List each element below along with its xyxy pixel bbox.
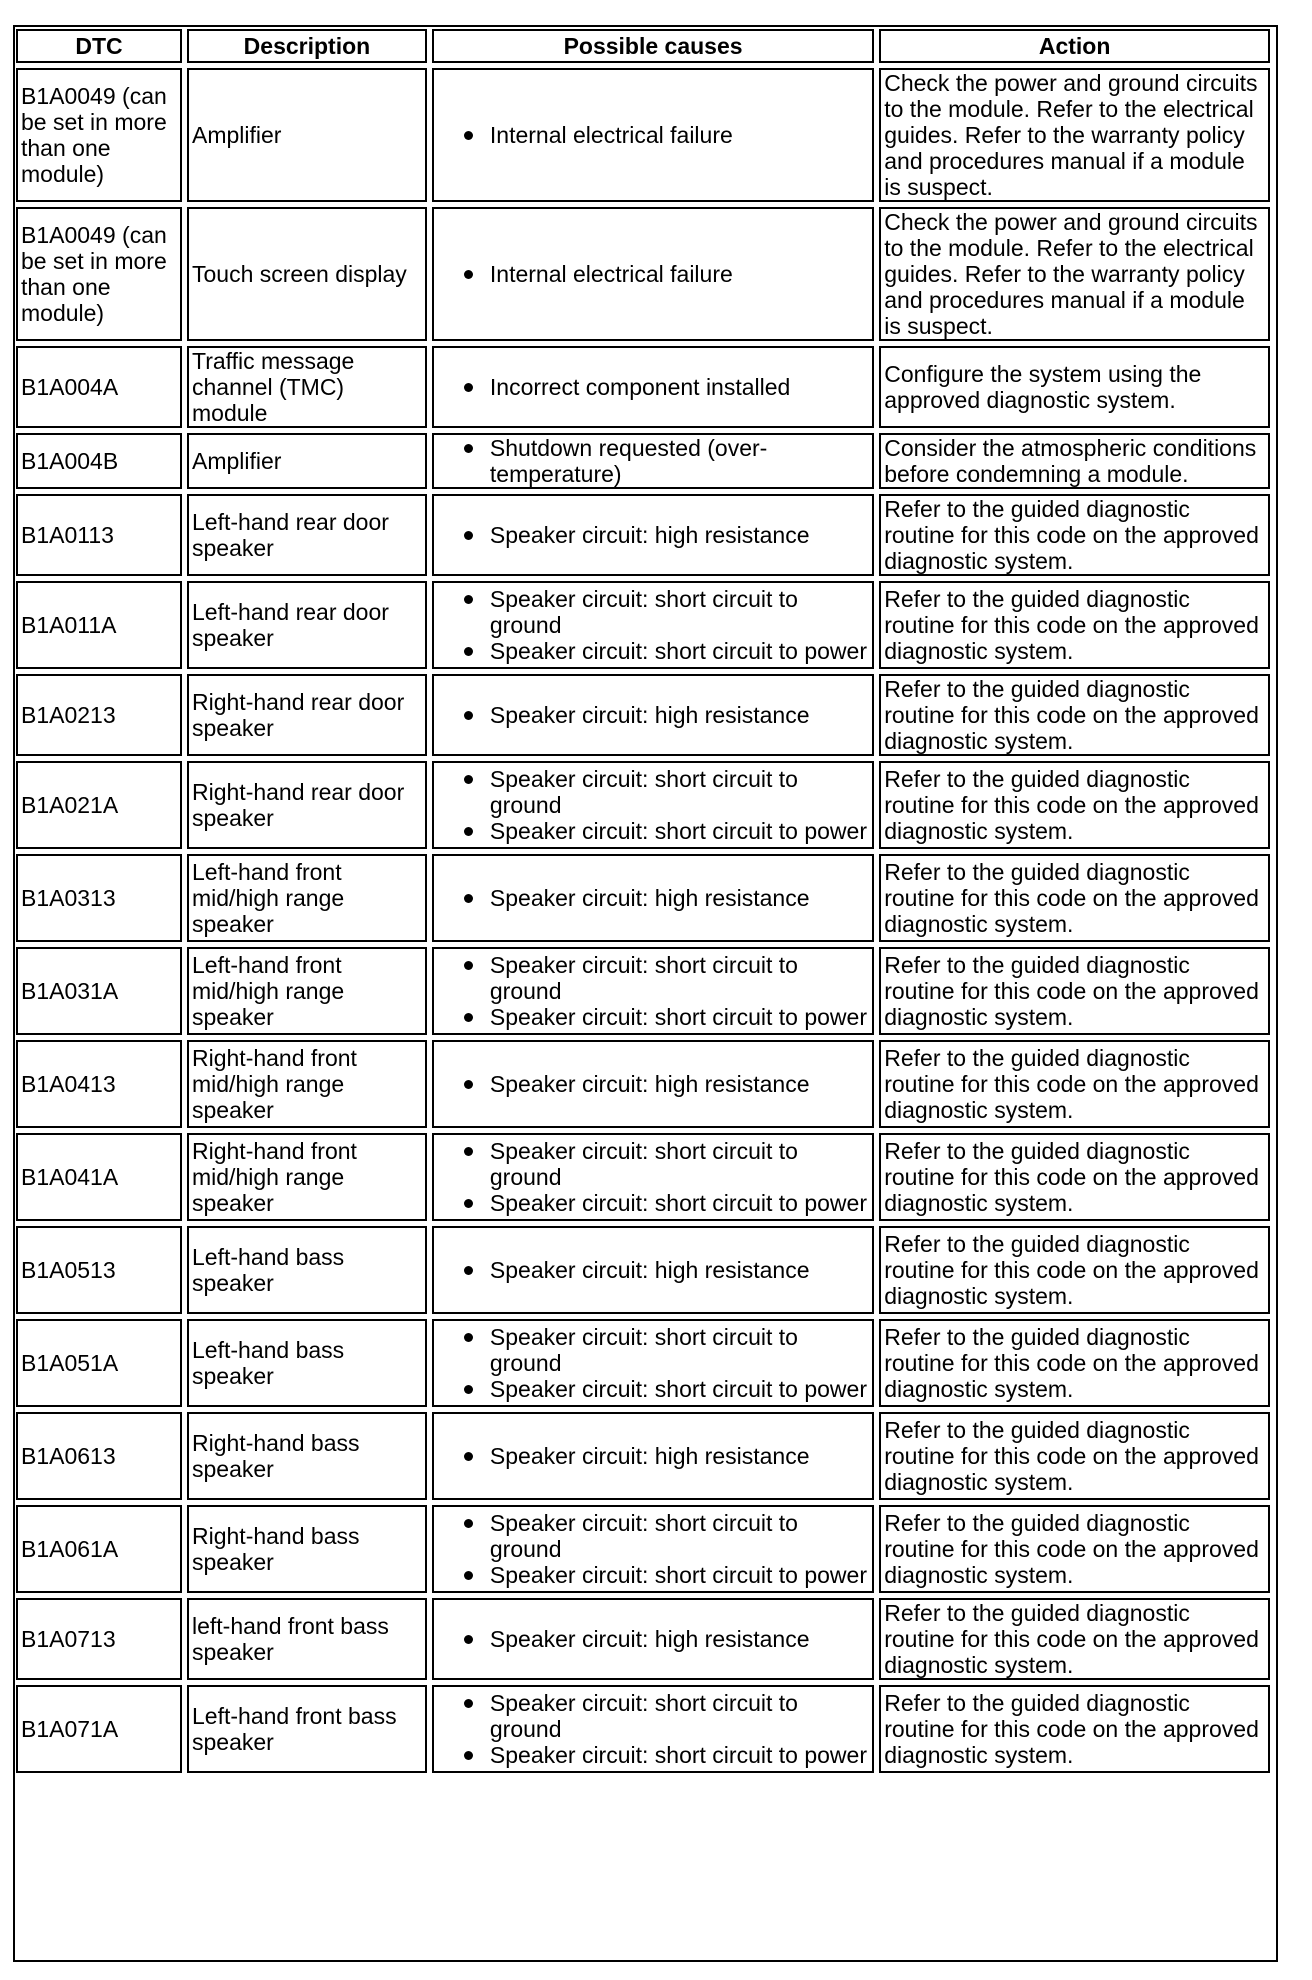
action-cell: Refer to the guided diagnostic routine for this code on the approved diagnostic system. bbox=[879, 761, 1270, 849]
action-cell: Refer to the guided diagnostic routine for this code on the approved diagnostic system. bbox=[879, 1412, 1270, 1500]
cause-list-item: Speaker circuit: short circuit to power bbox=[460, 1742, 869, 1768]
dtc-code-cell: B1A004A bbox=[16, 346, 182, 428]
action-cell: Check the power and ground circuits to the module. Refer to the electrical guides. Refer to the warranty policy and procedures manual if a module is suspect. bbox=[879, 68, 1270, 202]
action-cell: Refer to the guided diagnostic routine for this code on the approved diagnostic system. bbox=[879, 581, 1270, 669]
causes-list bbox=[460, 885, 869, 911]
table-row bbox=[16, 1412, 1270, 1500]
description-cell: Right-hand rear door speaker bbox=[187, 761, 427, 849]
cause-list-item: Speaker circuit: short circuit to power bbox=[460, 818, 869, 844]
action-cell: Refer to the guided diagnostic routine for this code on the approved diagnostic system. bbox=[879, 494, 1270, 576]
action-cell: Refer to the guided diagnostic routine for this code on the approved diagnostic system. bbox=[879, 1598, 1270, 1680]
possible-causes-cell bbox=[432, 68, 874, 202]
possible-causes-cell bbox=[432, 947, 874, 1035]
cause-list-item: Internal electrical failure bbox=[460, 122, 869, 148]
dtc-code-cell: B1A0049 (can be set in more than one module) bbox=[16, 207, 182, 341]
cause-list-item: Speaker circuit: short circuit to power bbox=[460, 1376, 869, 1402]
description-cell: Left-hand bass speaker bbox=[187, 1319, 427, 1407]
dtc-code-cell: B1A061A bbox=[16, 1505, 182, 1593]
table-row bbox=[16, 1040, 1270, 1128]
action-cell: Refer to the guided diagnostic routine for this code on the approved diagnostic system. bbox=[879, 674, 1270, 756]
causes-list bbox=[460, 435, 869, 487]
table-row bbox=[16, 947, 1270, 1035]
table-row bbox=[16, 581, 1270, 669]
action-cell: Configure the system using the approved diagnostic system. bbox=[879, 346, 1270, 428]
causes-list bbox=[460, 952, 869, 1030]
dtc-code-cell: B1A0413 bbox=[16, 1040, 182, 1128]
causes-list bbox=[460, 766, 869, 844]
cause-list-item: Speaker circuit: short circuit to ground bbox=[460, 1510, 869, 1562]
possible-causes-cell bbox=[432, 1319, 874, 1407]
dtc-code-cell: B1A011A bbox=[16, 581, 182, 669]
table-row bbox=[16, 1319, 1270, 1407]
possible-causes-cell bbox=[432, 207, 874, 341]
causes-list bbox=[460, 522, 869, 548]
description-cell: Right-hand bass speaker bbox=[187, 1412, 427, 1500]
description-cell: Left-hand rear door speaker bbox=[187, 494, 427, 576]
dtc-code-cell: B1A051A bbox=[16, 1319, 182, 1407]
description-cell: Amplifier bbox=[187, 68, 427, 202]
dtc-code-cell: B1A0713 bbox=[16, 1598, 182, 1680]
causes-list bbox=[460, 1138, 869, 1216]
description-cell: Left-hand front mid/high range speaker bbox=[187, 854, 427, 942]
possible-causes-cell bbox=[432, 1598, 874, 1680]
description-cell: Right-hand bass speaker bbox=[187, 1505, 427, 1593]
action-cell: Refer to the guided diagnostic routine for this code on the approved diagnostic system. bbox=[879, 854, 1270, 942]
table-row bbox=[16, 1685, 1270, 1773]
table-row bbox=[16, 761, 1270, 849]
action-cell: Consider the atmospheric conditions before condemning a module. bbox=[879, 433, 1270, 489]
causes-list bbox=[460, 261, 869, 287]
description-cell: Right-hand front mid/high range speaker bbox=[187, 1133, 427, 1221]
possible-causes-cell bbox=[432, 1505, 874, 1593]
cause-list-item: Speaker circuit: high resistance bbox=[460, 522, 869, 548]
causes-list bbox=[460, 1690, 869, 1768]
cause-list-item: Speaker circuit: short circuit to ground bbox=[460, 586, 869, 638]
cause-list-item: Incorrect component installed bbox=[460, 374, 869, 400]
cause-list-item: Speaker circuit: short circuit to ground bbox=[460, 1324, 869, 1376]
dtc-code-cell: B1A0613 bbox=[16, 1412, 182, 1500]
description-cell: Right-hand front mid/high range speaker bbox=[187, 1040, 427, 1128]
table-row bbox=[16, 494, 1270, 576]
cause-list-item: Speaker circuit: short circuit to ground bbox=[460, 1690, 869, 1742]
table-row bbox=[16, 674, 1270, 756]
action-cell: Check the power and ground circuits to the module. Refer to the electrical guides. Refer to the warranty policy and procedures manual if a module is suspect. bbox=[879, 207, 1270, 341]
possible-causes-cell bbox=[432, 346, 874, 428]
causes-list bbox=[460, 122, 869, 148]
possible-causes-cell bbox=[432, 761, 874, 849]
dtc-code-cell: B1A031A bbox=[16, 947, 182, 1035]
description-cell: Left-hand bass speaker bbox=[187, 1226, 427, 1314]
table-row bbox=[16, 433, 1270, 489]
possible-causes-cell bbox=[432, 674, 874, 756]
dtc-code-cell: B1A0049 (can be set in more than one module) bbox=[16, 68, 182, 202]
description-cell: Touch screen display bbox=[187, 207, 427, 341]
table-body bbox=[16, 68, 1270, 1773]
causes-list bbox=[460, 1257, 869, 1283]
action-cell: Refer to the guided diagnostic routine for this code on the approved diagnostic system. bbox=[879, 1319, 1270, 1407]
table-row bbox=[16, 1226, 1270, 1314]
dtc-code-cell: B1A021A bbox=[16, 761, 182, 849]
causes-list bbox=[460, 1626, 869, 1652]
cause-list-item: Speaker circuit: high resistance bbox=[460, 1257, 869, 1283]
cause-list-item: Speaker circuit: high resistance bbox=[460, 702, 869, 728]
possible-causes-cell bbox=[432, 1226, 874, 1314]
table-row bbox=[16, 854, 1270, 942]
dtc-code-cell: B1A071A bbox=[16, 1685, 182, 1773]
action-cell: Refer to the guided diagnostic routine for this code on the approved diagnostic system. bbox=[879, 1040, 1270, 1128]
description-cell: Left-hand front bass speaker bbox=[187, 1685, 427, 1773]
dtc-code-cell: B1A0513 bbox=[16, 1226, 182, 1314]
cause-list-item: Speaker circuit: high resistance bbox=[460, 1626, 869, 1652]
possible-causes-cell bbox=[432, 1412, 874, 1500]
header-row bbox=[16, 29, 1270, 63]
dtc-code-cell: B1A004B bbox=[16, 433, 182, 489]
possible-causes-cell bbox=[432, 1133, 874, 1221]
dtc-code-cell: B1A041A bbox=[16, 1133, 182, 1221]
causes-list bbox=[460, 1071, 869, 1097]
cause-list-item: Internal electrical failure bbox=[460, 261, 869, 287]
table-row bbox=[16, 68, 1270, 202]
causes-list bbox=[460, 702, 869, 728]
table-header bbox=[16, 29, 1270, 63]
cause-list-item: Speaker circuit: high resistance bbox=[460, 885, 869, 911]
header-possible-causes: Possible causes bbox=[432, 29, 874, 63]
dtc-code-cell: B1A0313 bbox=[16, 854, 182, 942]
causes-list bbox=[460, 1324, 869, 1402]
description-cell: Left-hand front mid/high range speaker bbox=[187, 947, 427, 1035]
cause-list-item: Speaker circuit: high resistance bbox=[460, 1443, 869, 1469]
cause-list-item: Speaker circuit: short circuit to power bbox=[460, 1190, 869, 1216]
table-row bbox=[16, 207, 1270, 341]
table-row bbox=[16, 1598, 1270, 1680]
header-dtc: DTC bbox=[16, 29, 182, 63]
description-cell: Traffic message channel (TMC) module bbox=[187, 346, 427, 428]
dtc-code-cell: B1A0113 bbox=[16, 494, 182, 576]
cause-list-item: Speaker circuit: short circuit to ground bbox=[460, 766, 869, 818]
cause-list-item: Speaker circuit: high resistance bbox=[460, 1071, 869, 1097]
header-action: Action bbox=[879, 29, 1270, 63]
action-cell: Refer to the guided diagnostic routine for this code on the approved diagnostic system. bbox=[879, 947, 1270, 1035]
possible-causes-cell bbox=[432, 581, 874, 669]
cause-list-item: Speaker circuit: short circuit to ground bbox=[460, 952, 869, 1004]
action-cell: Refer to the guided diagnostic routine for this code on the approved diagnostic system. bbox=[879, 1133, 1270, 1221]
header-description: Description bbox=[187, 29, 427, 63]
possible-causes-cell bbox=[432, 433, 874, 489]
description-cell: Left-hand rear door speaker bbox=[187, 581, 427, 669]
cause-list-item: Shutdown requested (over-temperature) bbox=[460, 435, 869, 487]
action-cell: Refer to the guided diagnostic routine for this code on the approved diagnostic system. bbox=[879, 1226, 1270, 1314]
causes-list bbox=[460, 374, 869, 400]
cause-list-item: Speaker circuit: short circuit to power bbox=[460, 638, 869, 664]
description-cell: Right-hand rear door speaker bbox=[187, 674, 427, 756]
description-cell: Amplifier bbox=[187, 433, 427, 489]
cause-list-item: Speaker circuit: short circuit to ground bbox=[460, 1138, 869, 1190]
possible-causes-cell bbox=[432, 854, 874, 942]
possible-causes-cell bbox=[432, 494, 874, 576]
table-row bbox=[16, 1505, 1270, 1593]
causes-list bbox=[460, 586, 869, 664]
action-cell: Refer to the guided diagnostic routine for this code on the approved diagnostic system. bbox=[879, 1685, 1270, 1773]
action-cell: Refer to the guided diagnostic routine for this code on the approved diagnostic system. bbox=[879, 1505, 1270, 1593]
table-row bbox=[16, 1133, 1270, 1221]
possible-causes-cell bbox=[432, 1685, 874, 1773]
causes-list bbox=[460, 1443, 869, 1469]
causes-list bbox=[460, 1510, 869, 1588]
cause-list-item: Speaker circuit: short circuit to power bbox=[460, 1562, 869, 1588]
cause-list-item: Speaker circuit: short circuit to power bbox=[460, 1004, 869, 1030]
possible-causes-cell bbox=[432, 1040, 874, 1128]
description-cell: left-hand front bass speaker bbox=[187, 1598, 427, 1680]
table-row bbox=[16, 346, 1270, 428]
dtc-table bbox=[11, 24, 1275, 1778]
dtc-code-cell: B1A0213 bbox=[16, 674, 182, 756]
